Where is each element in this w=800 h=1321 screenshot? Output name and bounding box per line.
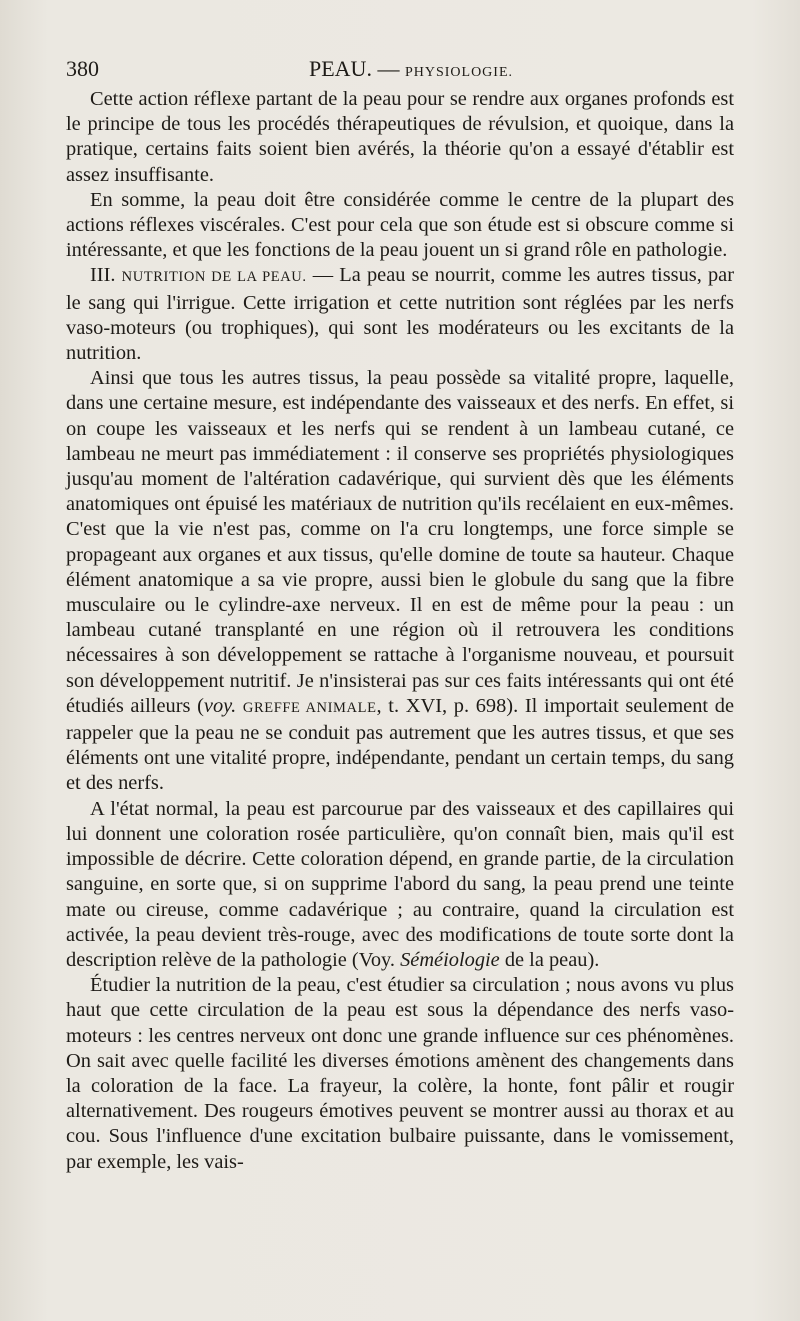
paragraph-4 (66, 366, 734, 796)
paragraph-6: Étudier la nutrition de la peau, c'est étudier sa circulation ; nous avons vu plus haut que cette circulation de la peau est sous la dépendance des nerfs vaso-moteurs : les centres nerveux ont donc une grande influence sur ces phénomènes. On sait avec quelle facilité les diverses émotions amènent des changements dans la coloration de la face. La frayeur, la colère, la honte, font pâlir et rougir alternativement. Des rougeurs émotives peuvent se montrer aussi au thorax et au cou. Sous l'influence d'une excitation bulbaire puissante, dans le vomissement, par exemple, les vais- (66, 974, 734, 1173)
cross-reference-semeiologie: Séméiologie (400, 948, 500, 971)
section-heading: NUTRITION DE LA PEAU. (121, 269, 307, 286)
body-text (66, 87, 734, 1175)
paragraph-1: Cette action réflexe partant de la peau pour se rendre aux organes profonds est le principe de tous les procédés thérapeutiques de révulsion, et quoique, dans la pratique, certains faits soient bien avérés, la théorie qu'on a essayé d'établir est assez insuffisante. (66, 88, 734, 186)
paragraph-2: En somme, la peau doit être considérée comme le centre de la plupart des actions réflexes viscérales. C'est pour cela que son étude est si obscure comme si intéressante, et que les fonctions de la peau jouent un si grand rôle en pathologie. (66, 188, 734, 262)
running-head-subtitle: PHYSIOLOGIE. (404, 65, 514, 80)
running-head-separator: — (371, 56, 405, 81)
running-head (309, 56, 513, 82)
paragraph-5-text-before: A l'état normal, la peau est parcourue par des vaisseaux et des capillaires qui lui donnent une coloration rosée particulière, qu'on connaît bien, mais qu'il est impossible de décrire. Cette coloration dépend, en grande partie, de la circulation sanguine, en sorte que, si on supprime l'abord du sang, la peau prend une teinte mate ou cireuse, comme cadavérique ; au contraire, quand la circulation est activée, la peau devient très-rouge, avec des modifications de toute sorte dont la description relève de la pathologie (Voy. (66, 797, 734, 971)
running-head-title: PEAU. (309, 56, 372, 81)
paragraph-5-text-after: de la peau). (499, 948, 600, 971)
paragraph-4-text-before: Ainsi que tous les autres tissus, la peau possède sa vitalité propre, laquelle, dans une certaine mesure, est indépendante des vaisseaux et des nerfs. En effet, si on coupe les vaisseaux et les nerfs qui se rendent à un lambeau cutané, ce lambeau ne meurt pas immédiatement : il conserve ses propriétés physiologiques jusqu'au moment de l'altération cadavérique, qui survient dès que les éléments anatomiques ont épuisé les matériaux de nutrition qu'ils recélaient en eux-mêmes. C'est que la vie n'est pas, comme on l'a cru longtemps, une force simple se propageant aux organes et aux tissus, qu'elle domine de toute sa hauteur. Chaque élément anatomique a sa vie propre, aussi bien le globule du sang que la fibre musculaire ou le cylindre-axe nerveux. Il en est de même pour la peau : un lambeau cutané transplanté en une région où il retrouvera les conditions nécessaires à son développement se rattache à l'organisme nouveau, et poursuit son développement nutritif. Je n'insisterai pas sur ces faits intéressants qui ont été étudiés ailleurs ( (66, 367, 734, 717)
page-number: 380 (66, 56, 99, 81)
paragraph-4-text-after: , t. XVI, p. 698). Il importait seulement de rappeler que la peau ne se conduit pas autrement que les autres tissus, et que ses éléments ont une vitalité propre, indépendante, pendant un certain temps, du sang et des nerfs. (66, 694, 735, 795)
paragraph-3 (66, 263, 734, 366)
paragraph-3-text: — La peau se nourrit, comme les autres tissus, par le sang qui l'irrigue. Cette irrigation et cette nutrition sont réglées par les nerfs vaso-moteurs (ou trophiques), qui sont les modérateurs ou les excitants de la nutrition. (66, 264, 735, 365)
voy-abbreviation: voy. (203, 694, 237, 717)
cross-reference-greffe: GREFFE ANIMALE (242, 699, 377, 716)
page-header (66, 56, 734, 86)
section-number: III. (90, 264, 116, 287)
paragraph-5 (66, 797, 734, 973)
